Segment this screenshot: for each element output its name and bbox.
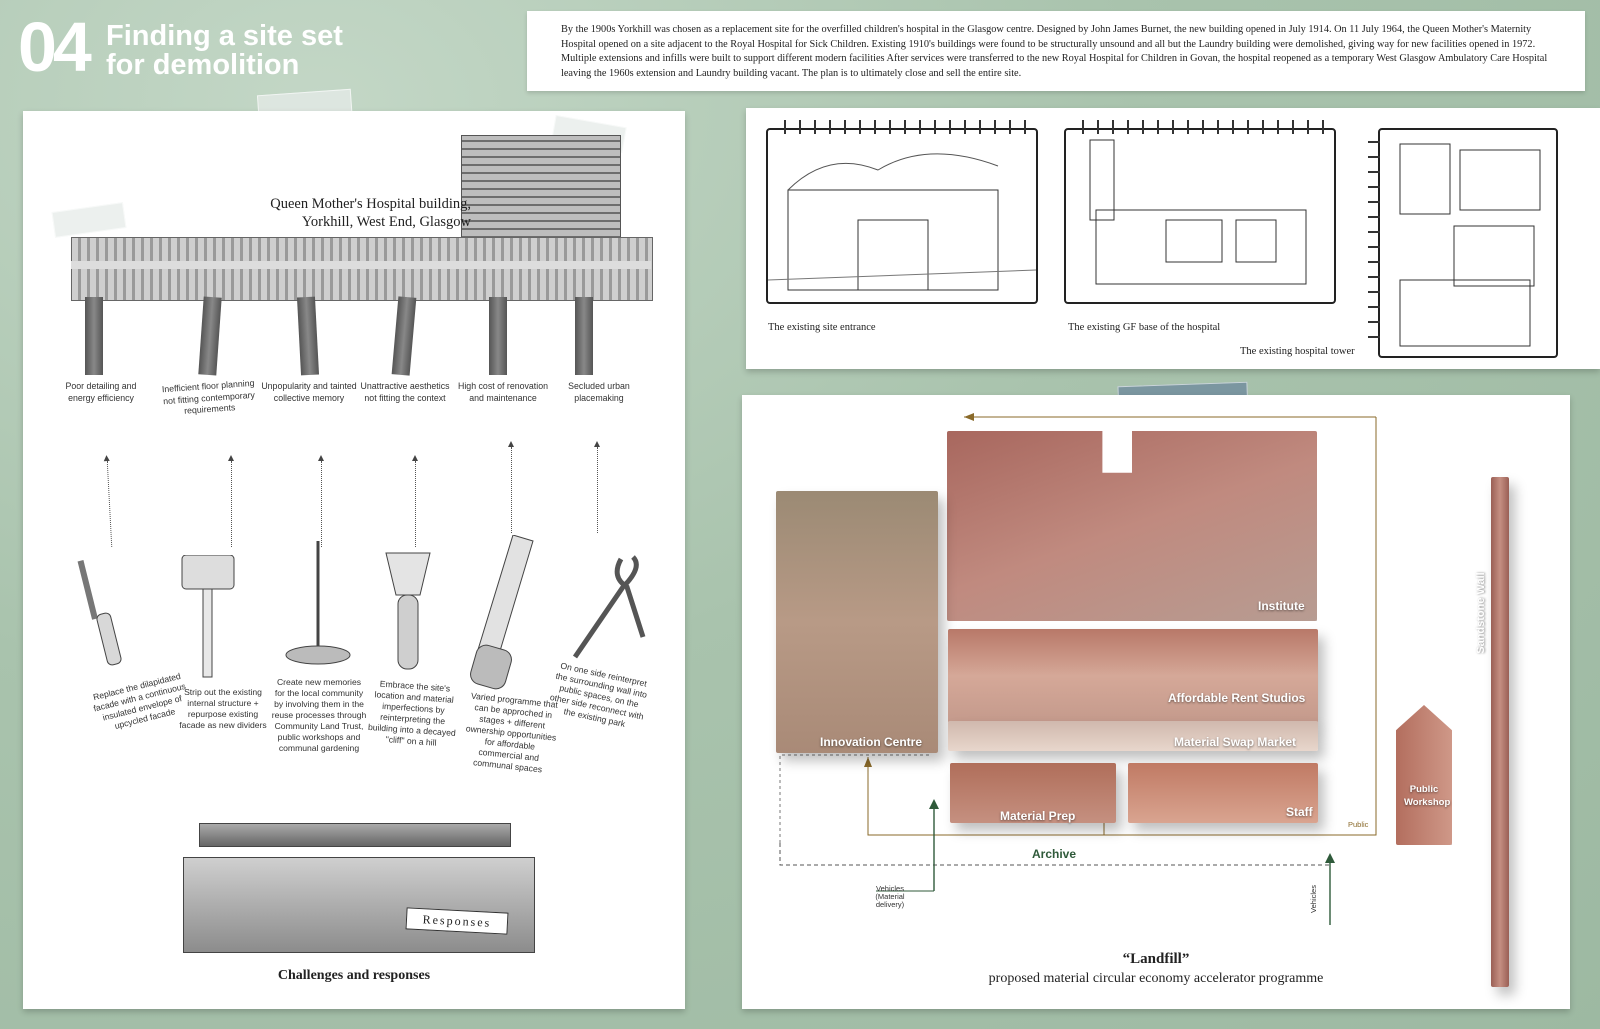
sketch-hospital-tower bbox=[1378, 128, 1558, 358]
challenge-text: High cost of renovation and maintenance bbox=[458, 381, 548, 403]
block-public-workshop bbox=[1396, 705, 1452, 845]
sketch-drawing bbox=[1380, 130, 1556, 356]
block-sandstone-wall bbox=[1491, 477, 1509, 987]
response-text: Strip out the existing internal structure + repurpose existing facade as new dividers bbox=[179, 687, 267, 730]
hospital-band bbox=[71, 261, 651, 269]
vehicles-delivery-label bbox=[870, 885, 910, 909]
vehicles-label-2: (Material bbox=[875, 892, 905, 901]
archive-label: Archive bbox=[1032, 847, 1077, 861]
up-arrow bbox=[321, 461, 322, 547]
block-label bbox=[1404, 783, 1451, 809]
pillar bbox=[85, 297, 103, 375]
spiral-binding bbox=[1074, 120, 1326, 134]
block-label: Sandstone Wall bbox=[1474, 572, 1487, 654]
response-text: Embrace the site's location and material imperfections by reinterpreting the building into a decayed "cliff" on a hill bbox=[367, 678, 457, 748]
spiral-binding bbox=[776, 120, 1028, 134]
sketch-drawing bbox=[1066, 130, 1334, 302]
block-institute bbox=[947, 431, 1317, 621]
toolbox-label: Responses bbox=[405, 907, 508, 934]
building-title-line-2: Yorkhill, West End, Glasgow bbox=[301, 214, 471, 230]
chisel-icon bbox=[68, 559, 128, 679]
challenges-caption: Challenges and responses bbox=[277, 968, 431, 983]
sketch-caption: The existing site entrance bbox=[768, 322, 876, 333]
workshop-label-2: Workshop bbox=[1404, 797, 1451, 808]
mallet-icon bbox=[178, 555, 238, 680]
pillar bbox=[297, 297, 319, 376]
challenge-text: Unattractive aesthetics not fitting the context bbox=[360, 381, 450, 403]
pillar bbox=[489, 297, 507, 375]
pillar bbox=[198, 296, 221, 375]
intro-panel bbox=[527, 11, 1585, 91]
block-label: Material Swap Market bbox=[1174, 735, 1297, 749]
pincers-icon bbox=[563, 547, 653, 667]
up-arrow bbox=[511, 447, 512, 533]
sketch-gf-base bbox=[1064, 128, 1336, 304]
public-label: Public bbox=[1348, 820, 1369, 829]
awl-icon bbox=[283, 541, 353, 671]
response-text: On one side reinterpret the surrounding wall into public spaces, on the other side reconnect with the existing park bbox=[549, 660, 648, 729]
block-label: Institute bbox=[1258, 599, 1305, 613]
block-label: Material Prep bbox=[1000, 809, 1076, 823]
challenge-text: Poor detailing and energy efficiency bbox=[65, 381, 137, 403]
pillar bbox=[575, 297, 593, 375]
sketch-caption: The existing GF base of the hospital bbox=[1068, 322, 1221, 333]
tape-decoration bbox=[52, 202, 127, 238]
sketch-caption: The existing hospital tower bbox=[1240, 346, 1355, 357]
block-label: Innovation Centre bbox=[820, 735, 923, 749]
pillar bbox=[392, 296, 417, 375]
spiral-binding bbox=[1368, 136, 1380, 346]
up-arrow bbox=[231, 461, 232, 547]
challenge-text: Inefficient floor planning not fitting contemporary requirements bbox=[161, 377, 256, 416]
toolbox-handle bbox=[199, 823, 511, 847]
challenges-panel bbox=[23, 111, 685, 1009]
block-innovation-centre bbox=[776, 491, 938, 753]
building-title-line-1: Queen Mother's Hospital building, bbox=[270, 196, 471, 212]
toolbox-body bbox=[183, 857, 535, 953]
response-text: Replace the dilapidated facade with a continuous insulated envelope of upcycled facade bbox=[92, 670, 187, 731]
scraper-icon bbox=[378, 551, 438, 676]
up-arrow bbox=[415, 461, 416, 547]
challenge-text: Unpopularity and tainted collective memory bbox=[261, 381, 357, 403]
response-text: Varied programme that can be approched in stages + different ownership opportunities for affordable commercial and communal spaces bbox=[465, 690, 559, 775]
vehicles-label-3: delivery) bbox=[875, 900, 905, 909]
block-label: Affordable Rent Studios bbox=[1168, 691, 1306, 705]
block-label: Staff bbox=[1286, 805, 1313, 819]
sketch-site-entrance bbox=[766, 128, 1038, 304]
block-affordable-rent bbox=[948, 629, 1318, 723]
diagram-subtitle: proposed material circular economy accelerator programme bbox=[988, 971, 1324, 986]
intro-text: By the 1900s Yorkhill was chosen as a replacement site for the overfilled children's hospital in the Glasgow centre. Designed by John James Burnet, the new building opened in July 1914. On 11 July 1964, the Queen Mother's Maternity Hospital opened on a site adjacent to the Royal Hospital for Sick Children. Existing 1910's buildings were found to be structurally unsound and all but the Laundry building were demolished, giving way for new facilities opened in 1972. Multiple extensions and infills were built to support different modern facilities After services were transferred to the new Royal Hospital for Children in Govan, the hospital reopened as a temporary West Glasgow Ambulatory Care Hospital leaving the 1960s extension and Laundry building vacant. The plan is to ultimately close and sell the entire site. bbox=[561, 24, 1548, 79]
up-arrow bbox=[597, 447, 598, 533]
page-title: Finding a site set for demolition bbox=[106, 20, 343, 81]
up-arrow bbox=[107, 461, 112, 547]
challenge-text: Secluded urban placemaking bbox=[568, 381, 630, 403]
hospital-tower-image bbox=[461, 135, 621, 245]
section-number: 04 bbox=[18, 8, 88, 86]
diagram-title: “Landfill” bbox=[1122, 951, 1190, 967]
saw-icon bbox=[461, 535, 541, 695]
sketches-panel bbox=[746, 108, 1600, 369]
vehicles-right-label: Vehicles bbox=[1308, 885, 1318, 913]
response-text: Create new memories for the local community by involving them in the reuse processes through Community Land Trust, public workshops and communal gardening bbox=[271, 677, 367, 753]
sketch-drawing bbox=[768, 130, 1036, 302]
workshop-label-1: Public bbox=[1409, 784, 1439, 795]
programme-diagram-panel bbox=[742, 395, 1570, 1009]
toolbox-image bbox=[183, 823, 533, 951]
hospital-building-image bbox=[71, 237, 653, 301]
building-title bbox=[243, 195, 471, 231]
vehicles-label-1: Vehicles bbox=[876, 884, 904, 893]
